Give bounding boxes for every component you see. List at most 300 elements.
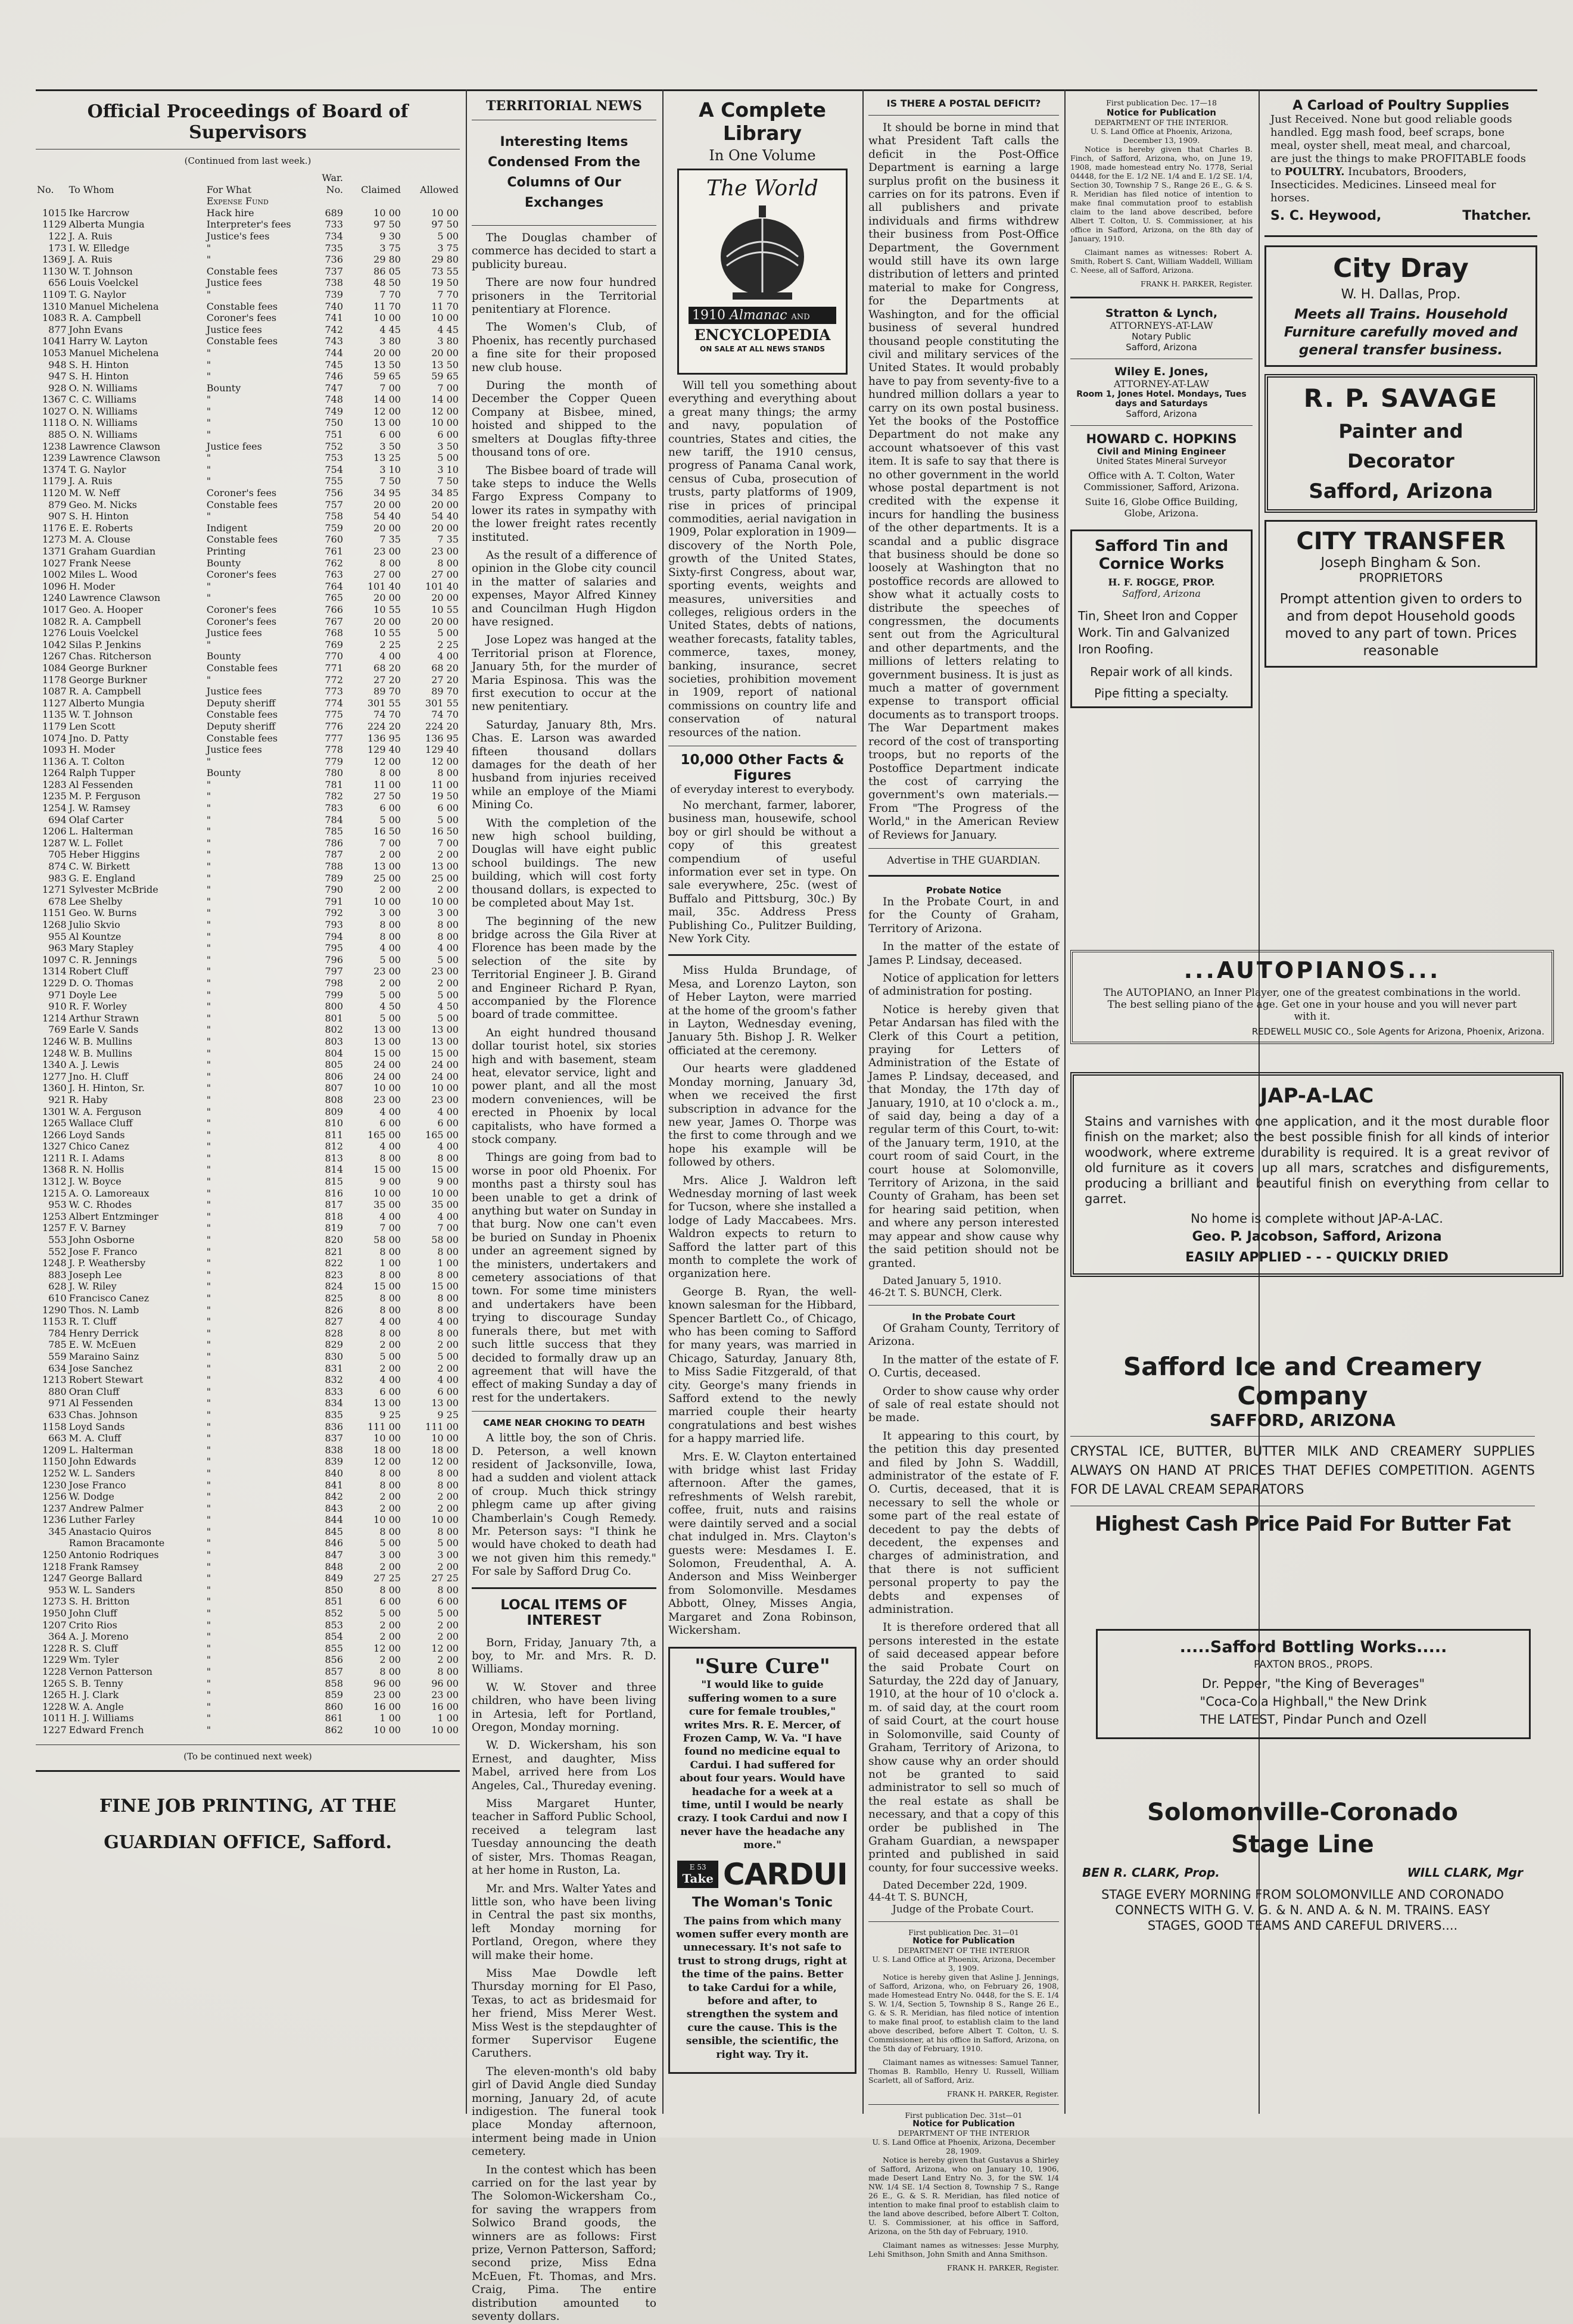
row-to-whom: O. N. Williams: [68, 429, 138, 441]
row-allowed: 10 00: [431, 895, 459, 907]
row-to-whom: M. A. Clouse: [68, 534, 130, 546]
row-no: 1042: [42, 638, 67, 650]
row-for-what: ": [206, 837, 211, 849]
table-row: [36, 1059, 460, 1071]
row-war-no: 766: [325, 603, 343, 615]
stage-line-ad: [1070, 1799, 1535, 1933]
hopkins-title: Civil and Mining Engineer: [1097, 446, 1226, 457]
table-row: [36, 1281, 460, 1292]
row-allowed: 10 00: [431, 1432, 459, 1444]
row-claimed: 34 95: [373, 487, 401, 499]
row-allowed: 15 00: [431, 1281, 459, 1292]
divider: [1264, 235, 1537, 237]
row-claimed: 10 00: [373, 1187, 401, 1199]
row-no: 879: [48, 499, 67, 510]
row-to-whom: Harry W. Layton: [68, 335, 148, 347]
japalac-home: No home is complete without JAP-A-LAC.: [1191, 1211, 1443, 1226]
row-for-what: ": [206, 1222, 211, 1234]
row-for-what: Coroner's fees: [206, 487, 277, 499]
table-row: [36, 1503, 460, 1515]
city-dray-ad: [1264, 245, 1537, 367]
row-no: 610: [48, 1292, 67, 1304]
row-to-whom: Manuel Michelena: [68, 300, 159, 312]
row-claimed: 20 00: [373, 347, 401, 359]
divider: [36, 1744, 460, 1745]
table-row: [36, 359, 460, 371]
row-no: 345: [48, 1525, 67, 1537]
row-no: 1229: [42, 977, 67, 989]
row-to-whom: Luther Farley: [68, 1514, 135, 1526]
row-war-no: 689: [325, 207, 343, 219]
row-claimed: 4 45: [379, 323, 401, 335]
row-allowed: 8 00: [437, 557, 459, 569]
table-row: [36, 802, 460, 814]
row-no: 1109: [42, 288, 67, 300]
row-war-no: 843: [325, 1502, 343, 1514]
autopianos-body: The AUTOPIANO, an Inner Player, one of the greatest combinations in the world. The best selling piano of the age. Get one in your house and you will never part with it.: [1103, 987, 1521, 1023]
table-row: [36, 965, 460, 977]
row-allowed: 7 00: [437, 837, 459, 849]
row-to-whom: S. H. Hinton: [68, 370, 129, 382]
row-for-what: ": [206, 1549, 211, 1561]
row-claimed: 4 00: [379, 1316, 401, 1328]
row-claimed: 2 00: [379, 1339, 401, 1351]
table-row: [36, 1421, 460, 1433]
row-for-what: ": [206, 592, 211, 604]
globe-icon: [709, 203, 816, 304]
probate2-paragraph: In the matter of the estate of F. O. Curtis, deceased.: [868, 1353, 1059, 1380]
row-claimed: 23 00: [373, 1689, 401, 1701]
row-claimed: 8 00: [379, 1245, 401, 1257]
japalac-ad: [1070, 1072, 1563, 1277]
row-to-whom: L. Halterman: [68, 825, 133, 837]
row-claimed: 5 00: [379, 1012, 401, 1024]
row-no: 1257: [42, 1222, 67, 1234]
row-allowed: 136 95: [425, 732, 459, 744]
notice1-title: Notice for Publication: [912, 1936, 1015, 1946]
divider: [1070, 425, 1253, 426]
row-for-what: Constable fees: [206, 709, 278, 721]
row-no: 947: [48, 370, 67, 382]
row-no: 910: [48, 1001, 67, 1013]
ice-loc: SAFFORD, ARIZONA: [1210, 1410, 1396, 1430]
row-for-what: ": [206, 1176, 211, 1188]
row-war-no: 795: [325, 942, 343, 954]
row-to-whom: L. Halterman: [68, 1444, 133, 1456]
row-claimed: 4 00: [379, 1141, 401, 1152]
row-no: 963: [48, 942, 67, 954]
row-no: 628: [48, 1281, 67, 1292]
wiley-title: ATTORNEY-AT-LAW: [1113, 378, 1210, 390]
row-no: 1371: [42, 546, 67, 557]
row-allowed: 7 35: [437, 534, 459, 546]
table-row: [36, 650, 460, 662]
row-claimed: 10 55: [373, 627, 401, 639]
divider: [1070, 297, 1253, 298]
row-no: 1118: [42, 417, 67, 429]
row-claimed: 5 00: [379, 954, 401, 965]
table-row: [36, 1479, 460, 1491]
row-claimed: 15 00: [373, 1281, 401, 1292]
row-allowed: 16 50: [431, 825, 459, 837]
row-for-what: ": [206, 989, 211, 1001]
row-no: 1206: [42, 825, 67, 837]
row-no: 1153: [42, 1316, 67, 1328]
row-claimed: 2 00: [379, 1362, 401, 1374]
row-war-no: 767: [325, 615, 343, 627]
table-row: [36, 1678, 460, 1690]
right-ads-column: [1264, 98, 1537, 944]
row-for-what: ": [206, 884, 211, 896]
row-claimed: 10 00: [373, 1432, 401, 1444]
row-war-no: 831: [325, 1362, 343, 1374]
row-allowed: 8 00: [437, 1152, 459, 1164]
row-allowed: 11 70: [431, 300, 459, 312]
row-to-whom: R. S. Cluff: [68, 1642, 118, 1654]
row-allowed: 2 00: [437, 1362, 459, 1374]
row-allowed: 165 00: [425, 1129, 459, 1141]
transfer-body: Prompt attention given to orders to and from depot Household goods moved to any part of town. Prices reasonable: [1279, 591, 1522, 659]
row-claimed: 3 50: [379, 440, 401, 452]
row-claimed: 301 55: [367, 697, 401, 709]
row-to-whom: Jno. D. Patty: [68, 732, 129, 744]
row-war-no: 839: [325, 1456, 343, 1468]
row-to-whom: R. A. Campbell: [68, 686, 141, 697]
row-war-no: 821: [325, 1245, 343, 1257]
row-no: 921: [48, 1094, 67, 1105]
table-row: [36, 1141, 460, 1152]
row-war-no: 743: [325, 335, 343, 347]
notice-dept: DEPARTMENT OF THE INTERIOR.: [1094, 118, 1229, 127]
row-no: 785: [48, 1339, 67, 1351]
table-row: [36, 1071, 460, 1083]
probate-notice-title: Probate Notice: [926, 884, 1002, 896]
row-for-what: Justice fees: [206, 686, 262, 697]
local-item: Miss Mae Dowdle left Thursday morning for El Paso, Texas, to act as bridesmaid for her friend, Miss Merer West. Miss West is the stepdaughter of former Supervisor Eugene Caruthers.: [472, 1967, 656, 2060]
row-to-whom: F. V. Barney: [68, 1222, 126, 1234]
stratton-title: ATTORNEYS-AT-LAW: [1110, 320, 1213, 331]
row-for-what: ": [206, 1059, 211, 1071]
row-claimed: 89 70: [373, 686, 401, 697]
row-to-whom: J. W. Ramsey: [68, 802, 130, 814]
news-item: Jose Lopez was hanged at the Territorial prison at Florence, January 5th, for the murder of Maria Espinosa. This was the first execution to occur at the new penitentiary.: [472, 634, 656, 714]
row-for-what: ": [206, 674, 211, 686]
row-claimed: 97 50: [373, 219, 401, 230]
row-no: 1178: [42, 674, 67, 686]
row-war-no: 798: [325, 977, 343, 989]
row-war-no: 736: [325, 254, 343, 266]
almanac-sale-info: No merchant, farmer, laborer, business man, housewife, school boy or girl should be without a copy of this greatest compendium of useful information ever set in type. On sale everywhere, 25c. (west of Buffalo and Pittsburg, 30c.) By mail, 35c. Address Press Publishing Co., Pulitzer Building, New York City.: [668, 799, 856, 946]
table-row: [36, 1106, 460, 1118]
row-for-what: ": [206, 1397, 211, 1409]
social-item: Our hearts were gladdened Monday morning, January 3d, when we received the first subscription in advance for the new year, James O. Thorpe was the first to come through and we hope his example will be followed by others.: [668, 1063, 856, 1169]
row-for-what: Printing: [206, 546, 246, 557]
row-no: 633: [48, 1409, 67, 1420]
row-claimed: 101 40: [367, 580, 401, 592]
row-claimed: 8 00: [379, 1304, 401, 1316]
row-allowed: 27 20: [431, 674, 459, 686]
row-for-what: Constable fees: [206, 662, 278, 674]
stratton-name: Stratton & Lynch,: [1105, 307, 1218, 320]
row-allowed: 13 00: [431, 1397, 459, 1409]
table-row: [36, 1397, 460, 1409]
row-allowed: 3 10: [437, 463, 459, 475]
table-row: [36, 546, 460, 557]
row-allowed: 10 00: [431, 1082, 459, 1094]
row-allowed: 8 00: [437, 1479, 459, 1491]
divider: [36, 1770, 460, 1772]
row-no: 928: [48, 382, 67, 394]
row-no: 948: [48, 359, 67, 370]
savage-ad: [1264, 374, 1537, 513]
cardui-take-block: [677, 1861, 718, 1888]
row-no: 1265: [42, 1689, 67, 1701]
probate-date: Dated January 5, 1910.: [883, 1275, 1002, 1287]
hopkins-sub: United States Mineral Surveyor: [1096, 457, 1227, 466]
row-claimed: 2 00: [379, 1619, 401, 1631]
row-claimed: 8 00: [379, 1292, 401, 1304]
row-allowed: 6 00: [437, 802, 459, 814]
row-no: 1083: [42, 312, 67, 324]
row-no: 953: [48, 1584, 67, 1596]
row-no: 1151: [42, 907, 67, 919]
row-for-what: ": [206, 1572, 211, 1584]
row-to-whom: O. N. Williams: [68, 417, 138, 429]
row-no: 1283: [42, 778, 67, 790]
row-to-whom: O. N. Williams: [68, 382, 138, 394]
probate2-date: Dated December 22d, 1909.: [883, 1880, 1027, 1892]
row-war-no: 829: [325, 1339, 343, 1351]
row-war-no: 741: [325, 312, 343, 324]
row-claimed: 8 00: [379, 919, 401, 930]
row-to-whom: Robert Stewart: [68, 1374, 144, 1386]
row-to-whom: H. Moder: [68, 744, 116, 756]
row-allowed: 10 00: [431, 1187, 459, 1199]
row-no: 1276: [42, 627, 67, 639]
cardui-ad: [668, 1647, 856, 2074]
ice-body: CRYSTAL ICE, BUTTER, BUTTER MILK AND CREAMERY SUPPLIES ALWAYS ON HAND AT PRICES THAT DEFIES COMPETITION. AGENTS FOR DE LAVAL CREAM SEPARATORS: [1070, 1444, 1535, 1497]
row-war-no: 818: [325, 1210, 343, 1222]
notice2-first-pub: First publication Dec. 31st—01: [905, 2111, 1023, 2120]
divider: [868, 848, 1059, 849]
table-fund-row: [36, 195, 460, 207]
row-to-whom: Robert Cluff: [68, 965, 129, 977]
row-claimed: 5 00: [379, 814, 401, 825]
row-no: 1082: [42, 615, 67, 627]
row-allowed: 8 00: [437, 767, 459, 779]
row-allowed: 6 00: [437, 1385, 459, 1397]
row-to-whom: M. W. Neff: [68, 487, 120, 499]
row-war-no: 762: [325, 557, 343, 569]
row-claimed: 54 40: [373, 510, 401, 522]
row-no: 1253: [42, 1210, 67, 1222]
row-allowed: 6 00: [437, 1117, 459, 1129]
row-to-whom: Anastacio Quiros: [68, 1525, 152, 1537]
row-claimed: 12 00: [373, 755, 401, 767]
row-to-whom: W. Dodge: [68, 1491, 114, 1503]
row-allowed: 5 00: [437, 1537, 459, 1549]
stratton-loc: Safford, Arizona: [1126, 342, 1197, 353]
row-for-what: ": [206, 1257, 211, 1269]
row-to-whom: Jose Sanchez: [68, 1362, 133, 1374]
row-allowed: 8 00: [437, 930, 459, 942]
row-for-what: ": [206, 254, 211, 266]
probate2-paragraph: It appearing to this court, by the petition this day presented and filed by John S. Waddill, administrator of the estate of F. O. Curtis, deceased, that it is necessary to sell the whole or some part of the real estate of decedent to pay the debts of decedent, the expenses and charges of administration, and that there is not sufficient personal property to pay the debts and expenses of administration.: [868, 1429, 1059, 1616]
row-claimed: 9 25: [379, 1409, 401, 1420]
row-allowed: 4 00: [437, 1210, 459, 1222]
row-for-what: ": [206, 1631, 211, 1643]
table-row: [36, 1631, 460, 1643]
row-allowed: 35 00: [431, 1199, 459, 1211]
row-claimed: 9 00: [379, 1176, 401, 1188]
row-to-whom: Miles L. Wood: [68, 569, 138, 581]
divider: [472, 1587, 656, 1589]
row-to-whom: S. B. Tenny: [68, 1677, 123, 1689]
row-war-no: 859: [325, 1689, 343, 1701]
row-allowed: 3 00: [437, 1549, 459, 1561]
row-allowed: 4 45: [437, 323, 459, 335]
row-no: 1179: [42, 720, 67, 732]
row-allowed: 4 00: [437, 942, 459, 954]
row-war-no: 840: [325, 1467, 343, 1479]
table-row: [36, 254, 460, 266]
row-allowed: 20 00: [431, 499, 459, 510]
row-allowed: 9 25: [437, 1409, 459, 1420]
row-to-whom: Francisco Canez: [68, 1292, 149, 1304]
row-no: 1136: [42, 755, 67, 767]
table-row: [36, 1351, 460, 1363]
row-no: 1096: [42, 580, 67, 592]
row-no: 883: [48, 1269, 67, 1281]
row-no: 907: [48, 510, 67, 522]
row-to-whom: J. P. Weathersby: [68, 1257, 146, 1269]
row-for-what: ": [206, 919, 211, 930]
row-war-no: 748: [325, 394, 343, 406]
row-to-whom: S. H. Britton: [68, 1596, 130, 1608]
book-mid: Almanac: [730, 308, 787, 323]
table-row: [36, 1456, 460, 1468]
row-for-what: ": [206, 1047, 211, 1059]
row-war-no: 842: [325, 1491, 343, 1503]
row-allowed: 27 00: [431, 569, 459, 581]
local-item: The eleven-month's old baby girl of David Angle died Sunday morning, January 2d, of acute indigestion. The funeral took place Monday afternoon, interment being made in Union cemetery.: [472, 2065, 656, 2158]
row-claimed: 3 00: [379, 1549, 401, 1561]
local-items-title: LOCAL ITEMS OF INTEREST: [500, 1597, 628, 1628]
row-war-no: 784: [325, 814, 343, 825]
row-for-what: Justice fees: [206, 744, 262, 756]
row-no: 1015: [42, 207, 67, 219]
row-no: 1273: [42, 534, 67, 546]
row-no: 1129: [42, 219, 67, 230]
row-no: 971: [48, 1397, 67, 1409]
table-row: [36, 1234, 460, 1246]
row-to-whom: J. A. Ruis: [68, 475, 113, 487]
row-no: 1215: [42, 1187, 67, 1199]
row-for-what: Bounty: [206, 767, 241, 779]
row-claimed: 27 00: [373, 569, 401, 581]
row-for-what: Coroner's fees: [206, 603, 277, 615]
row-allowed: 2 00: [437, 1491, 459, 1503]
row-allowed: 2 00: [437, 977, 459, 989]
row-claimed: 2 25: [379, 638, 401, 650]
row-claimed: 7 50: [379, 475, 401, 487]
row-to-whom: R. N. Hollis: [68, 1164, 124, 1176]
row-for-what: Deputy sheriff: [206, 720, 276, 732]
notice2-dept: DEPARTMENT OF THE INTERIOR: [898, 2129, 1030, 2138]
row-no: 1002: [42, 569, 67, 581]
book-and: AND: [791, 313, 810, 322]
row-for-what: ": [206, 790, 211, 802]
row-to-whom: S. H. Hinton: [68, 359, 129, 370]
row-allowed: 2 25: [437, 638, 459, 650]
header-for-what: For What: [206, 183, 252, 195]
row-war-no: 763: [325, 569, 343, 581]
table-row: [36, 1549, 460, 1561]
row-to-whom: Oran Cluff: [68, 1385, 120, 1397]
stage-title: Solomonville-Coronado: [1147, 1799, 1458, 1826]
wiley-loc: Safford, Arizona: [1126, 409, 1197, 419]
row-for-what: ": [206, 965, 211, 977]
row-allowed: 8 00: [437, 1666, 459, 1677]
row-for-what: ": [206, 1117, 211, 1129]
row-no: 1340: [42, 1059, 67, 1071]
territorial-news-subhead: Interesting Items Condensed From the Columns of Our Exchanges: [488, 135, 640, 210]
row-no: 1360: [42, 1082, 67, 1094]
row-for-what: ": [206, 849, 211, 861]
tin-body: Tin, Sheet Iron and Copper Work. Tin and Galvanized Iron Roofing.: [1078, 609, 1238, 656]
row-war-no: 856: [325, 1654, 343, 1666]
row-war-no: 744: [325, 347, 343, 359]
row-claimed: 10 55: [373, 603, 401, 615]
table-row: [36, 1491, 460, 1503]
row-allowed: 301 55: [425, 697, 459, 709]
row-to-whom: Loyd Sands: [68, 1129, 125, 1141]
row-claimed: 24 00: [373, 1070, 401, 1082]
row-claimed: 20 00: [373, 499, 401, 510]
row-for-what: ": [206, 907, 211, 919]
stratton-np: Notary Public: [1132, 331, 1191, 342]
row-war-no: 788: [325, 861, 343, 873]
row-for-what: Hack hire: [206, 207, 254, 219]
row-claimed: 8 00: [379, 1479, 401, 1491]
header-war: War.: [322, 172, 343, 183]
row-no: 769: [48, 1024, 67, 1036]
row-no: 1213: [42, 1374, 67, 1386]
notice-sign: FRANK H. PARKER, Register.: [1141, 279, 1253, 288]
row-for-what: Justice fees: [206, 627, 262, 639]
table-row: [36, 861, 460, 873]
row-no: 1127: [42, 697, 67, 709]
row-war-no: 751: [325, 429, 343, 441]
table-row: [36, 662, 460, 674]
row-claimed: 3 00: [379, 907, 401, 919]
row-war-no: 852: [325, 1608, 343, 1619]
row-claimed: 2 00: [379, 1654, 401, 1666]
row-claimed: 7 35: [379, 534, 401, 546]
row-war-no: 816: [325, 1187, 343, 1199]
row-no: 1267: [42, 650, 67, 662]
table-row: [36, 1374, 460, 1386]
to-be-continued: (To be continued next week): [183, 1750, 312, 1762]
territorial-news-title: TERRITORIAL NEWS: [486, 98, 642, 114]
row-claimed: 4 00: [379, 650, 401, 662]
tin-loc: Safford, Arizona: [1122, 588, 1201, 599]
news-item: Things are going from bad to worse in poor old Phoenix. For months past a thirsty soul has been unable to get a drink of anything but water on Sunday in that burg. Now one can't even be buried on Sunday in Phoenix under an agreement signed by the ministers, undertakers and cemetery associations of that town. For some time ministers and undertakers have been trying to discourage Sunday funerals there, but met with such little success that they decided to formally draw up an agreement that will have the effect of making Sunday a day of rest for the undertakers.: [472, 1151, 656, 1404]
board-of-supervisors-column: [36, 95, 460, 2114]
row-claimed: 2 00: [379, 1631, 401, 1643]
row-claimed: 6 00: [379, 1596, 401, 1608]
table-row: [36, 674, 460, 686]
